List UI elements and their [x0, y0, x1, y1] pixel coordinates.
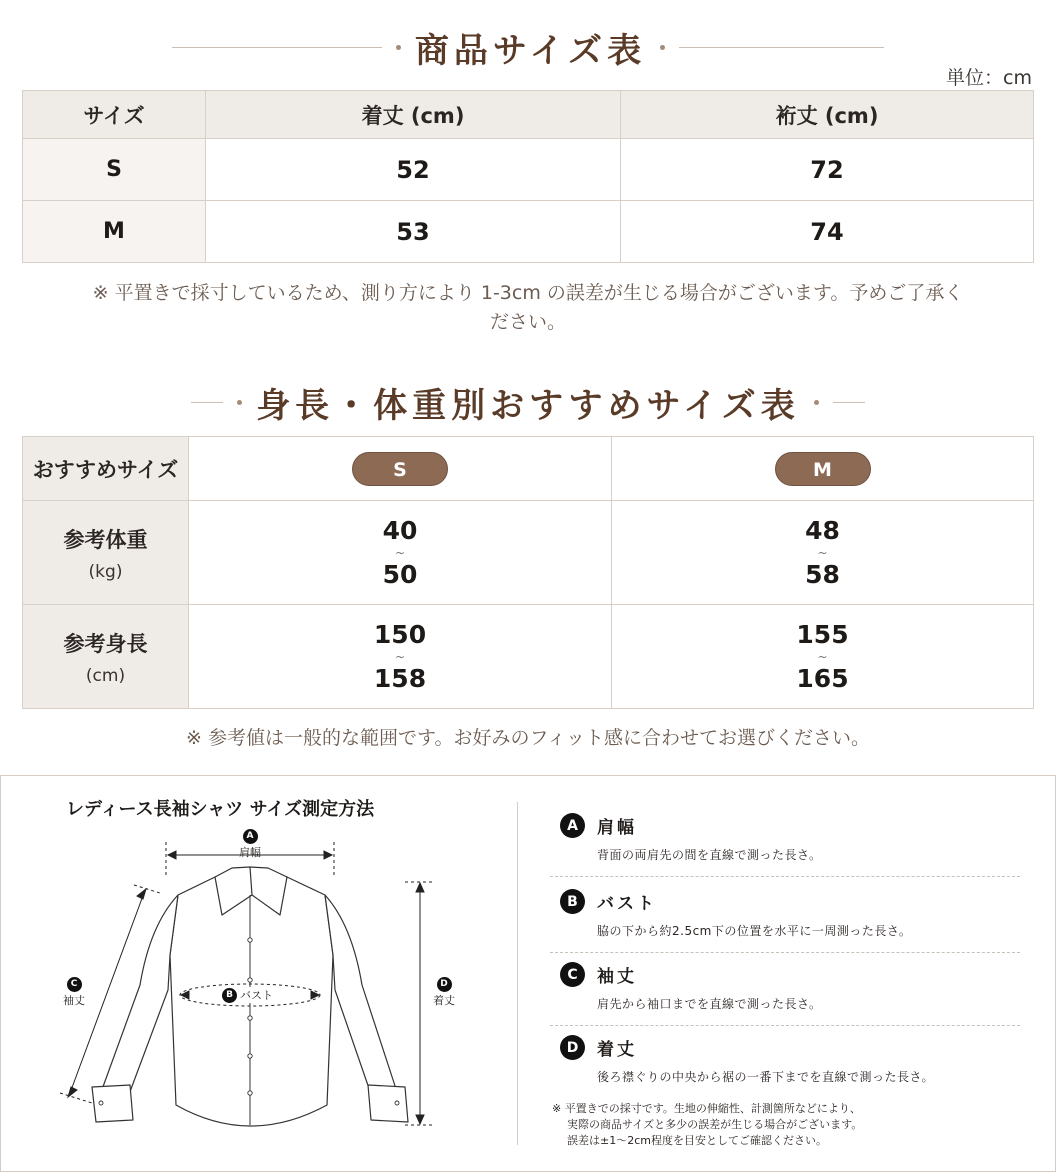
yuki-cell: 74 [621, 201, 1034, 263]
diagram-label-d [430, 976, 458, 1008]
badge-c: C [67, 977, 82, 992]
item-desc: 背面の両肩先の間を直線で測った長さ。 [597, 848, 822, 862]
badge-a: A [560, 813, 585, 838]
size-table [22, 90, 1034, 263]
button [248, 1054, 252, 1058]
button [248, 978, 252, 982]
height-s-cell [189, 605, 612, 709]
weight-row [23, 501, 1034, 605]
diagram-label-b-text: バスト [240, 989, 273, 1002]
size-m-pill: M [775, 452, 871, 486]
size-chart-title: 商品サイズ表 [414, 30, 647, 71]
right-sleeve [325, 895, 398, 1097]
arrow-head [324, 851, 332, 859]
title-rule-right [833, 402, 865, 403]
size-m-cell [612, 437, 1034, 501]
arrow-head [137, 889, 146, 899]
badge-d: D [560, 1035, 585, 1060]
size-note-line1: ※ 平置きで採寸しているため、測り方により 1-3cm の誤差が生じる場合がございます。予めご了承く [92, 282, 964, 304]
range-tilde: ~ [817, 649, 828, 664]
item-desc: 脇の下から約2.5cm下の位置を水平に一周測った長さ。 [597, 924, 912, 938]
length-cell: 52 [206, 139, 621, 201]
measure-item-b [560, 889, 1022, 939]
title-rule-left [191, 402, 223, 403]
arrow-head [168, 851, 176, 859]
size-s-cell [189, 437, 612, 501]
sleeve-guide [60, 1093, 92, 1103]
size-s-pill: S [352, 452, 448, 486]
title-rule-right [679, 47, 884, 48]
badge-b: B [560, 889, 585, 914]
recommend-title: 身長・体重別おすすめサイズ表 [256, 385, 800, 426]
item-desc: 肩先から袖口までを直線で測った長さ。 [597, 997, 822, 1011]
title-rule-left [172, 47, 382, 48]
badge-b: B [222, 988, 237, 1003]
title-dot [237, 400, 242, 405]
measure-item-a [560, 813, 1022, 863]
weight-s-cell [189, 501, 612, 605]
recommend-header-row [23, 437, 1034, 501]
fine-print-line: 誤差は±1～2cm程度を目安としてご確認ください。 [567, 1134, 827, 1147]
size-cell: M [23, 201, 206, 263]
title-dot [814, 400, 819, 405]
recommend-table [22, 436, 1034, 709]
header-yuki: 裄丈 (cm) [621, 91, 1034, 139]
sleeve-guide [134, 885, 160, 893]
length-cell: 53 [206, 201, 621, 263]
arrow-head [68, 1087, 77, 1097]
diagram-label-c-text: 袖丈 [63, 993, 85, 1007]
diagram-label-d-text: 着丈 [433, 993, 455, 1007]
measure-divider [517, 802, 518, 1145]
diagram-label-c [60, 976, 88, 1008]
weight-s-from: 40 [382, 515, 418, 545]
range-tilde: ~ [817, 545, 828, 560]
recommend-note: ※ 参考値は一般的な範囲です。お好みのフィット感に合わせてお選びください。 [186, 727, 870, 749]
size-cell: S [23, 139, 206, 201]
weight-label-cell [23, 501, 189, 605]
weight-unit: (kg) [88, 561, 123, 582]
unit-label: 単位：cm [946, 67, 1032, 89]
item-desc: 後ろ襟ぐりの中央から裾の一番下までを直線で測った長さ。 [597, 1070, 935, 1084]
range-tilde: ~ [394, 649, 406, 664]
diagram-label-a [236, 828, 264, 860]
left-sleeve [100, 895, 178, 1097]
item-name: 着丈 [597, 1040, 637, 1060]
height-label-cell [23, 605, 189, 709]
height-m-cell [612, 605, 1034, 709]
measure-title: レディース長袖シャツ サイズ測定方法 [66, 799, 375, 820]
cuff-button [395, 1101, 399, 1105]
weight-s-to: 50 [382, 559, 418, 589]
header-length: 着丈 (cm) [206, 91, 621, 139]
size-chart-title-row [0, 26, 1056, 71]
item-name: 肩幅 [597, 818, 637, 838]
arrow-head [416, 883, 424, 892]
yuki-cell: 72 [621, 139, 1034, 201]
item-separator [550, 876, 1020, 877]
height-s-to: 158 [373, 663, 427, 693]
height-label: 参考身長 [63, 631, 148, 656]
measure-item-d [560, 1035, 1022, 1085]
weight-m-cell [612, 501, 1034, 605]
size-note-line2: ださい。 [489, 311, 566, 333]
recommend-title-row [0, 380, 1056, 424]
cuff-button [99, 1101, 103, 1105]
badge-d: D [437, 977, 452, 992]
height-m-from: 155 [796, 619, 849, 649]
fine-print-line: 実際の商品サイズと多少の誤差が生じる場合がございます。 [567, 1118, 863, 1131]
range-tilde: ~ [394, 545, 406, 560]
arrow-head [416, 1115, 424, 1124]
item-name: 袖丈 [597, 967, 637, 987]
weight-m-to: 58 [805, 559, 840, 589]
title-dot [660, 45, 665, 50]
diagram-label-a-text: 肩幅 [239, 845, 261, 859]
item-name: バスト [597, 894, 657, 914]
title-dot [396, 45, 401, 50]
badge-c: C [560, 962, 585, 987]
button [248, 938, 252, 942]
item-separator [550, 1025, 1020, 1026]
height-unit: (cm) [85, 665, 126, 686]
button [248, 1016, 252, 1020]
height-s-from: 150 [373, 619, 427, 649]
weight-m-from: 48 [805, 515, 840, 545]
fine-print-line: ※ 平置きでの採寸です。生地の伸縮性、計測箇所などにより、 [552, 1102, 861, 1115]
right-cuff [368, 1085, 408, 1122]
diagram-label-b [222, 987, 292, 1003]
badge-a: A [243, 829, 258, 844]
table-row [23, 201, 1034, 263]
measure-fine-print [552, 1101, 862, 1149]
item-separator [550, 952, 1020, 953]
header-size: サイズ [23, 91, 206, 139]
height-row [23, 605, 1034, 709]
height-m-to: 165 [796, 663, 849, 693]
button [248, 1091, 252, 1095]
table-header-row [23, 91, 1034, 139]
size-note [40, 279, 1016, 337]
weight-label: 参考体重 [63, 527, 148, 552]
table-row [23, 139, 1034, 201]
measure-item-c [560, 962, 1022, 1012]
recommend-header-label: おすすめサイズ [23, 437, 189, 501]
left-cuff [92, 1085, 133, 1122]
